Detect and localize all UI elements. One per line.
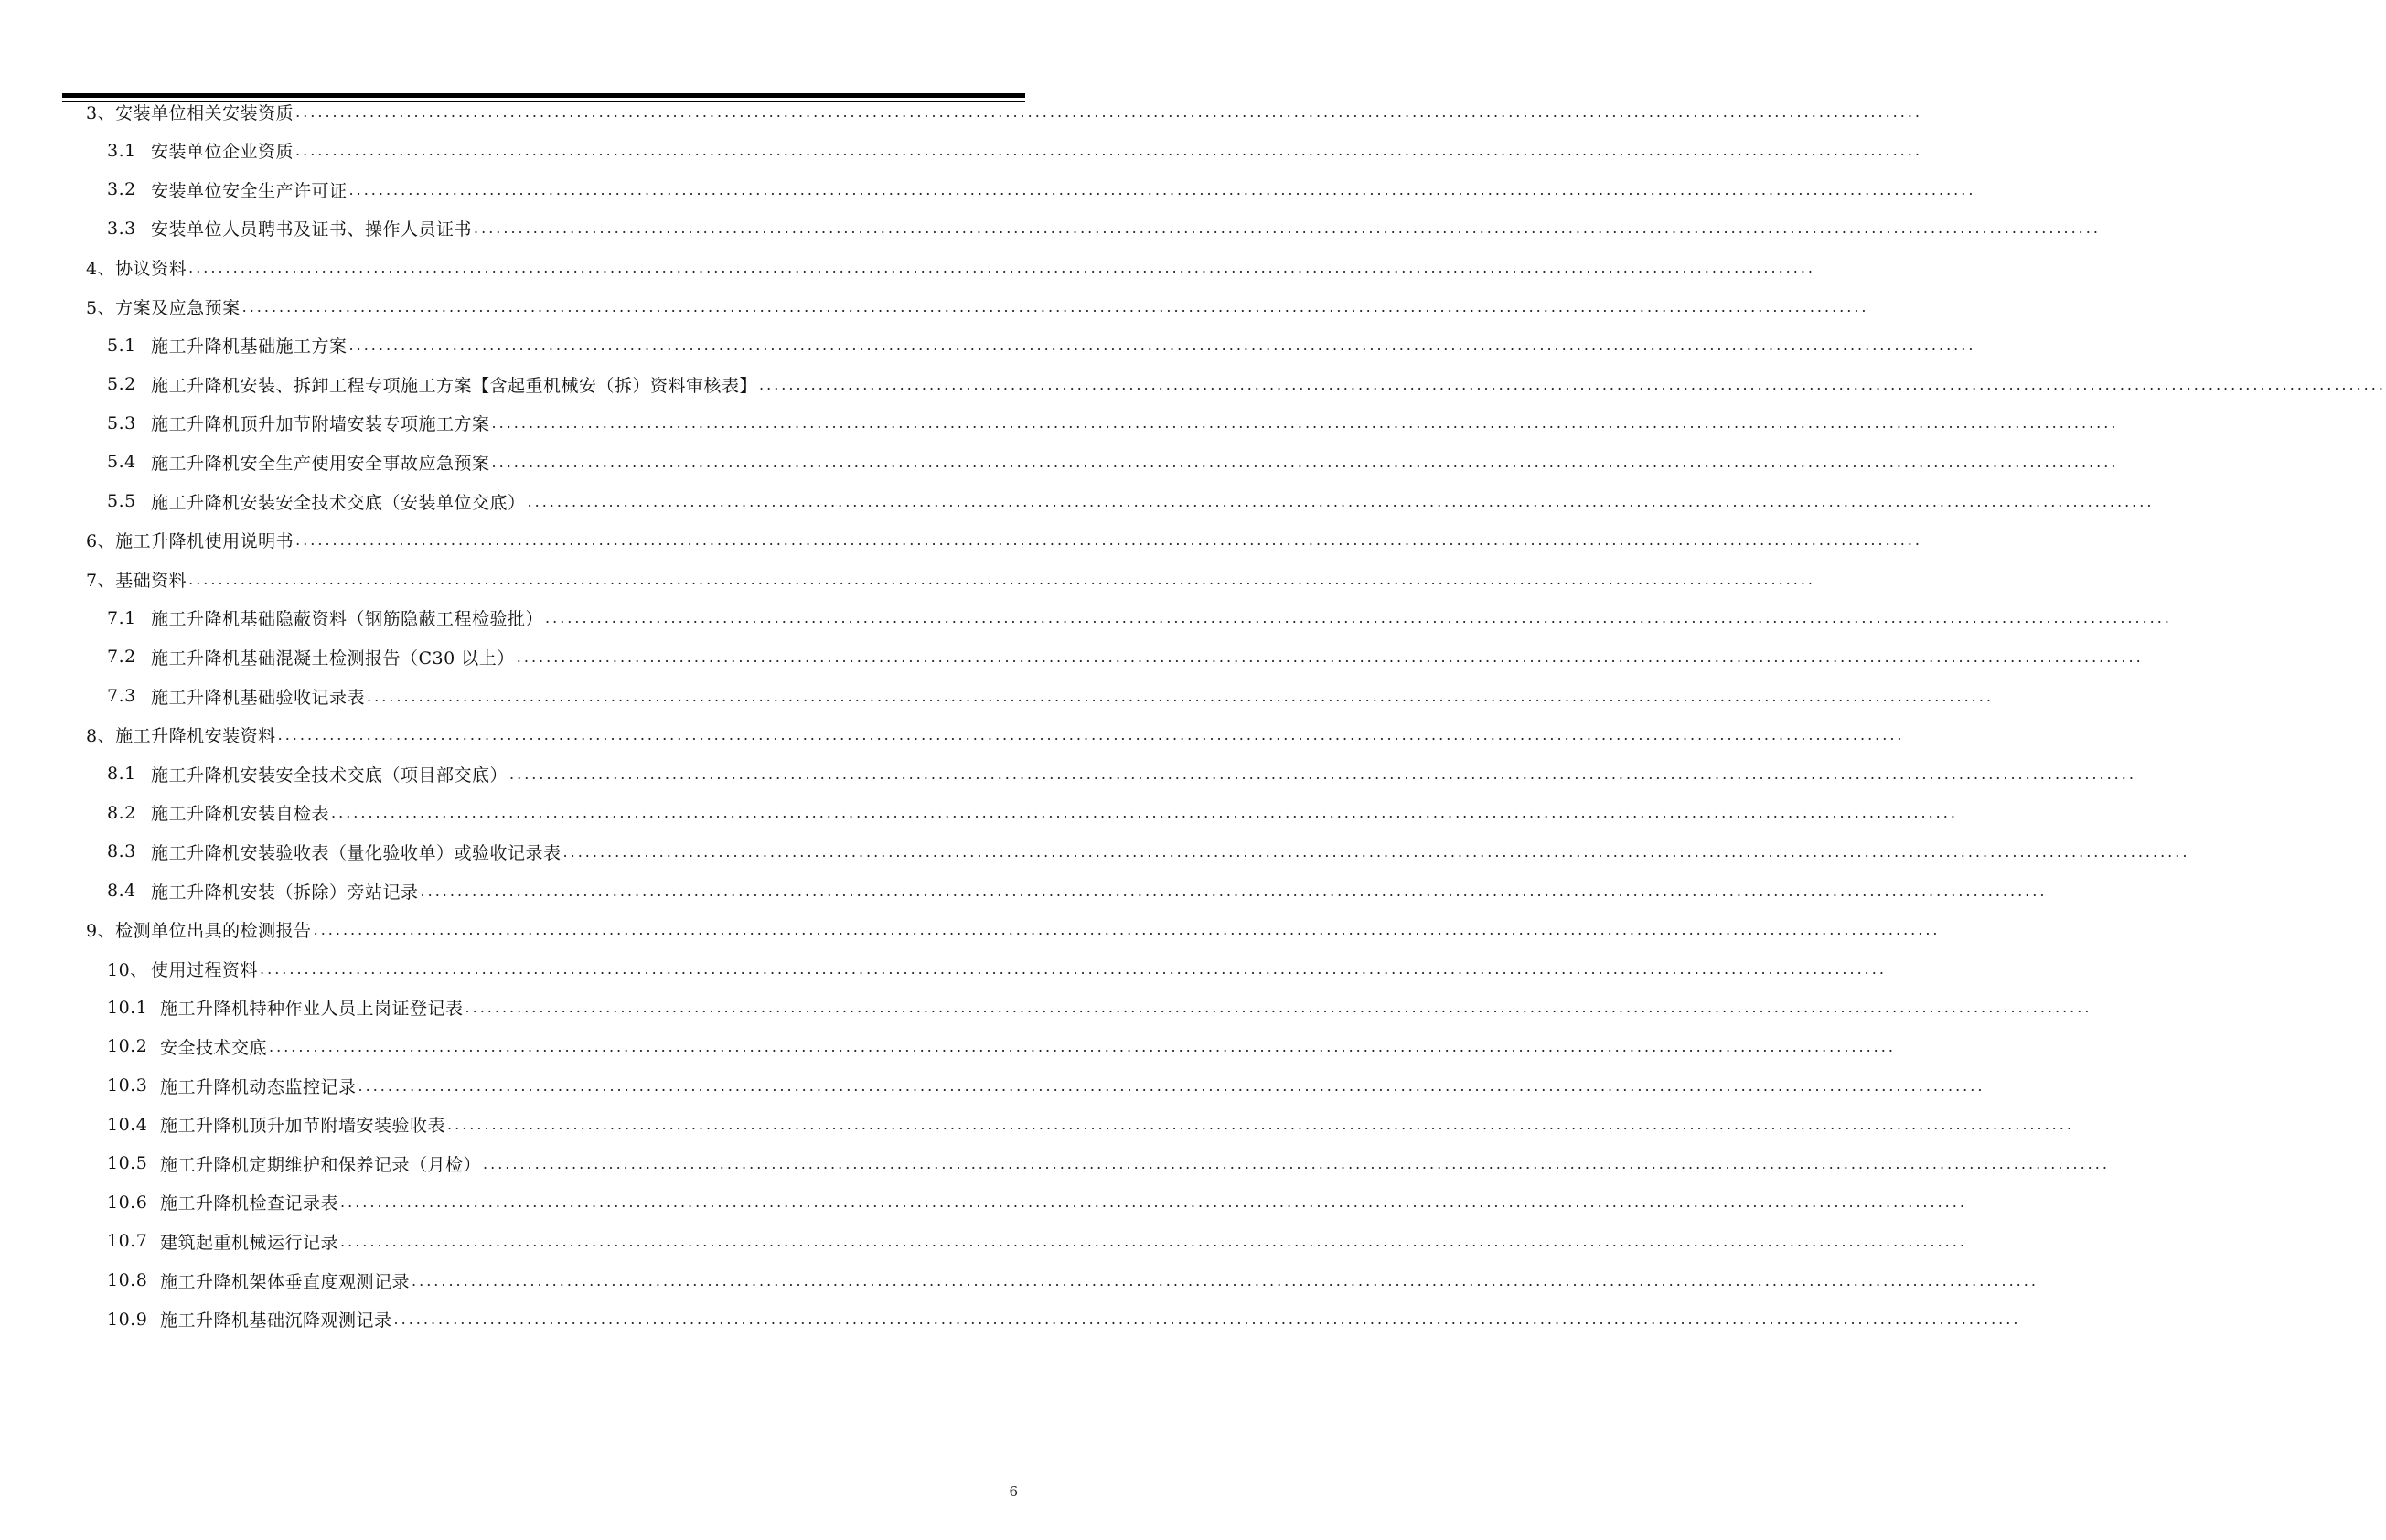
- toc-entry-title: 安装单位人员聘书及证书、操作人员证书: [151, 219, 473, 241]
- toc-dot-leader: ............................................................................................................................................................................................................................: [348, 337, 1976, 355]
- toc-entry[interactable]: [0, 792, 1958, 834]
- toc-entry-number: 10.4: [107, 1114, 148, 1135]
- toc-entry-title: 施工升降机顶升加节附墙安装专项施工方案: [151, 414, 490, 435]
- toc-entry-title: 施工升降机特种作业人员上岗证登记表: [160, 999, 464, 1020]
- toc-entry-title: 使用过程资料: [151, 959, 259, 980]
- toc-entry-title: 施工升降机使用说明书: [115, 531, 294, 552]
- toc-dot-leader: ............................................................................................................................................................................................................................: [348, 180, 1976, 198]
- toc-entry-title: 建筑起重机械运行记录: [160, 1232, 339, 1253]
- toc-entry-title: 检测单位出具的检测报告: [115, 921, 312, 942]
- toc-entry[interactable]: [0, 1104, 2074, 1146]
- toc-entry[interactable]: [0, 285, 1869, 327]
- toc-entry[interactable]: [0, 830, 2190, 872]
- toc-dot-leader: ............................................................................................................................................................................................................................: [420, 882, 2048, 900]
- toc-entry[interactable]: [0, 363, 2386, 405]
- toc-entry[interactable]: [0, 208, 2101, 250]
- toc-entry-title: 施工升降机定期维护和保养记录（月检）: [160, 1154, 482, 1175]
- toc-dot-leader: ............................................................................................................................................................................................................................: [340, 1232, 1967, 1250]
- toc-dot-leader: ............................................................................................................................................................................................................................: [545, 609, 2172, 627]
- toc-entry-number: 9、: [86, 921, 116, 942]
- toc-entry-number: 10.1: [107, 997, 148, 1018]
- toc-dot-leader: ............................................................................................................................................................................................................................: [509, 765, 2136, 783]
- toc-entry[interactable]: [0, 753, 2136, 795]
- toc-dot-leader: ............................................................................................................................................................................................................................: [188, 258, 1816, 276]
- toc-dot-leader: ............................................................................................................................................................................................................................: [474, 219, 2101, 238]
- toc-entry[interactable]: [0, 1025, 1896, 1067]
- toc-entry[interactable]: [0, 168, 1976, 210]
- toc-entry-number: 10.5: [107, 1153, 148, 1174]
- toc-entry-title: 方案及应急预案: [115, 297, 241, 318]
- toc-entry-title: 施工升降机安装安全技术交底（安装单位交底）: [151, 492, 526, 513]
- toc-entry[interactable]: [0, 987, 2092, 1029]
- toc-entry-title: 施工升降机安装、拆卸工程专项施工方案【含起重机械安（拆）资料审核表】: [151, 375, 758, 396]
- toc-dot-leader: ............................................................................................................................................................................................................................: [527, 492, 2155, 510]
- toc-entry-number: 3.1: [107, 140, 136, 161]
- toc-entry-title: 安全技术交底: [160, 1037, 268, 1058]
- toc-entry[interactable]: [0, 675, 1994, 717]
- toc-entry-number: 5.4: [107, 452, 136, 473]
- toc-entry-number: 8.2: [107, 802, 136, 823]
- toc-dot-leader: ............................................................................................................................................................................................................................: [313, 921, 1941, 939]
- toc-dot-leader: ............................................................................................................................................................................................................................: [358, 1076, 1985, 1095]
- toc-entry-title: 施工升降机基础验收记录表: [151, 687, 366, 708]
- toc-entry[interactable]: [0, 402, 2119, 444]
- toc-entry[interactable]: [0, 558, 1816, 600]
- toc-dot-leader: ............................................................................................................................................................................................................................: [331, 804, 1958, 822]
- toc-entry-title: 施工升降机检查记录表: [160, 1193, 339, 1214]
- toc-dot-leader: ............................................................................................................................................................................................................................: [491, 453, 2119, 471]
- toc-entry[interactable]: [0, 246, 1816, 288]
- toc-dot-leader: ............................................................................................................................................................................................................................: [269, 1037, 1896, 1055]
- toc-entry-title: 施工升降机动态监控记录: [160, 1076, 357, 1097]
- toc-entry[interactable]: [0, 1142, 2110, 1184]
- toc-entry-number: 5.1: [107, 335, 136, 356]
- toc-dot-leader: ............................................................................................................................................................................................................................: [241, 297, 1869, 315]
- toc-dot-leader: ............................................................................................................................................................................................................................: [516, 647, 2144, 666]
- toc-entry[interactable]: [0, 1064, 1985, 1107]
- toc-entry-title: 施工升降机顶升加节附墙安装验收表: [160, 1116, 446, 1137]
- toc-entry-number: 3.2: [107, 179, 136, 200]
- toc-entry[interactable]: [0, 441, 2119, 483]
- toc-entry-number: 10.9: [107, 1309, 148, 1330]
- toc-entry-title: 施工升降机安装安全技术交底（项目部交底）: [151, 765, 508, 786]
- toc-entry-number: 5、: [86, 297, 116, 318]
- toc-dot-leader: ............................................................................................................................................................................................................................: [295, 531, 1923, 550]
- toc-entry[interactable]: [0, 714, 1905, 756]
- toc-entry-title: 施工升降机基础沉降观测记录: [160, 1310, 392, 1331]
- toc-entry-title: 施工升降机架体垂直度观测记录: [160, 1271, 411, 1292]
- toc-dot-leader: ............................................................................................................................................................................................................................: [295, 142, 1922, 160]
- toc-dot-leader: ............................................................................................................................................................................................................................: [188, 570, 1816, 588]
- toc-entry-number: 3、: [86, 102, 116, 123]
- toc-entry-number: 10.7: [107, 1231, 148, 1252]
- toc-entry-title: 施工升降机安全生产使用安全事故应急预案: [151, 453, 490, 474]
- toc-entry-title: 施工升降机安装自检表: [151, 804, 330, 825]
- toc-dot-leader: ............................................................................................................................................................................................................................: [340, 1193, 1967, 1212]
- toc-entry-title: 施工升降机安装资料: [115, 726, 276, 747]
- toc-entry[interactable]: [0, 325, 1976, 367]
- toc-dot-leader: ............................................................................................................................................................................................................................: [562, 842, 2190, 861]
- toc-entry-number: 7.2: [107, 647, 136, 668]
- toc-entry-number: 5.3: [107, 412, 136, 433]
- toc-entry[interactable]: [0, 636, 2144, 678]
- toc-dot-leader: ............................................................................................................................................................................................................................: [447, 1116, 2074, 1134]
- toc-entry-number: 8.3: [107, 841, 136, 862]
- toc-entry[interactable]: [0, 870, 2048, 912]
- toc-entry-title: 施工升降机安装（拆除）旁站记录: [151, 882, 419, 903]
- toc-entry-number: 10.2: [107, 1036, 148, 1057]
- toc-entry[interactable]: [0, 597, 2172, 639]
- toc-entry-title: 基础资料: [115, 570, 187, 591]
- toc-entry[interactable]: [0, 519, 1923, 561]
- toc-entry-title: 施工升降机安装验收表（量化验收单）或验收记录表: [151, 842, 562, 863]
- toc-entry[interactable]: [0, 1182, 1967, 1224]
- page-number: 6: [1009, 1483, 1018, 1500]
- toc-entry-number: 8、: [86, 726, 116, 747]
- toc-dot-leader: ............................................................................................................................................................................................................................: [412, 1271, 2038, 1289]
- toc-entry-title: 施工升降机基础施工方案: [151, 337, 348, 358]
- toc-entry[interactable]: [0, 947, 1887, 989]
- toc-dot-leader: ............................................................................................................................................................................................................................: [465, 999, 2092, 1017]
- toc-dot-leader: ............................................................................................................................................................................................................................: [367, 687, 1994, 705]
- toc-entry-number: 7.3: [107, 686, 136, 706]
- toc-dot-leader: ............................................................................................................................................................................................................................: [483, 1154, 2110, 1172]
- toc-entry-number: 5.2: [107, 374, 136, 395]
- toc-dot-leader: ............................................................................................................................................................................................................................: [759, 375, 2386, 393]
- toc-entry-title: 施工升降机基础混凝土检测报告（C30 以上）: [151, 647, 515, 668]
- toc-entry[interactable]: [0, 1220, 1967, 1262]
- toc-entry[interactable]: [0, 1259, 2038, 1301]
- toc-dot-leader: ............................................................................................................................................................................................................................: [295, 102, 1923, 121]
- toc-entry-number: 3.3: [107, 218, 136, 239]
- toc-entry-number: 7.1: [107, 607, 136, 628]
- toc-entry-title: 安装单位相关安装资质: [115, 102, 294, 123]
- toc-entry-number: 5.5: [107, 491, 136, 511]
- toc-dot-leader: ............................................................................................................................................................................................................................: [491, 414, 2119, 433]
- toc-entry[interactable]: [0, 91, 1923, 133]
- toc-entry-number: 10、: [107, 959, 148, 980]
- toc-entry-number: 7、: [86, 570, 116, 591]
- toc-entry-title: 安装单位安全生产许可证: [151, 180, 348, 201]
- toc-entry-number: 6、: [86, 531, 116, 552]
- toc-entry-title: 施工升降机基础隐蔽资料（钢筋隐蔽工程检验批）: [151, 609, 544, 630]
- toc-entry-number: 8.1: [107, 764, 136, 785]
- toc-entry[interactable]: [0, 1299, 2021, 1341]
- toc-entry-number: 4、: [86, 258, 116, 279]
- toc-entry[interactable]: [0, 130, 1922, 172]
- toc-entry[interactable]: [0, 909, 1941, 951]
- table-of-contents: [0, 102, 2386, 1438]
- toc-entry-number: 8.4: [107, 881, 136, 901]
- toc-entry-title: 安装单位企业资质: [151, 142, 294, 163]
- toc-entry-number: 10.6: [107, 1192, 148, 1213]
- toc-entry-number: 10.8: [107, 1270, 148, 1290]
- toc-entry-title: 协议资料: [115, 258, 187, 279]
- toc-dot-leader: ............................................................................................................................................................................................................................: [277, 726, 1905, 744]
- toc-entry-number: 10.3: [107, 1075, 148, 1096]
- toc-entry[interactable]: [0, 480, 2155, 522]
- toc-dot-leader: ............................................................................................................................................................................................................................: [393, 1310, 2021, 1329]
- toc-dot-leader: ............................................................................................................................................................................................................................: [260, 959, 1887, 978]
